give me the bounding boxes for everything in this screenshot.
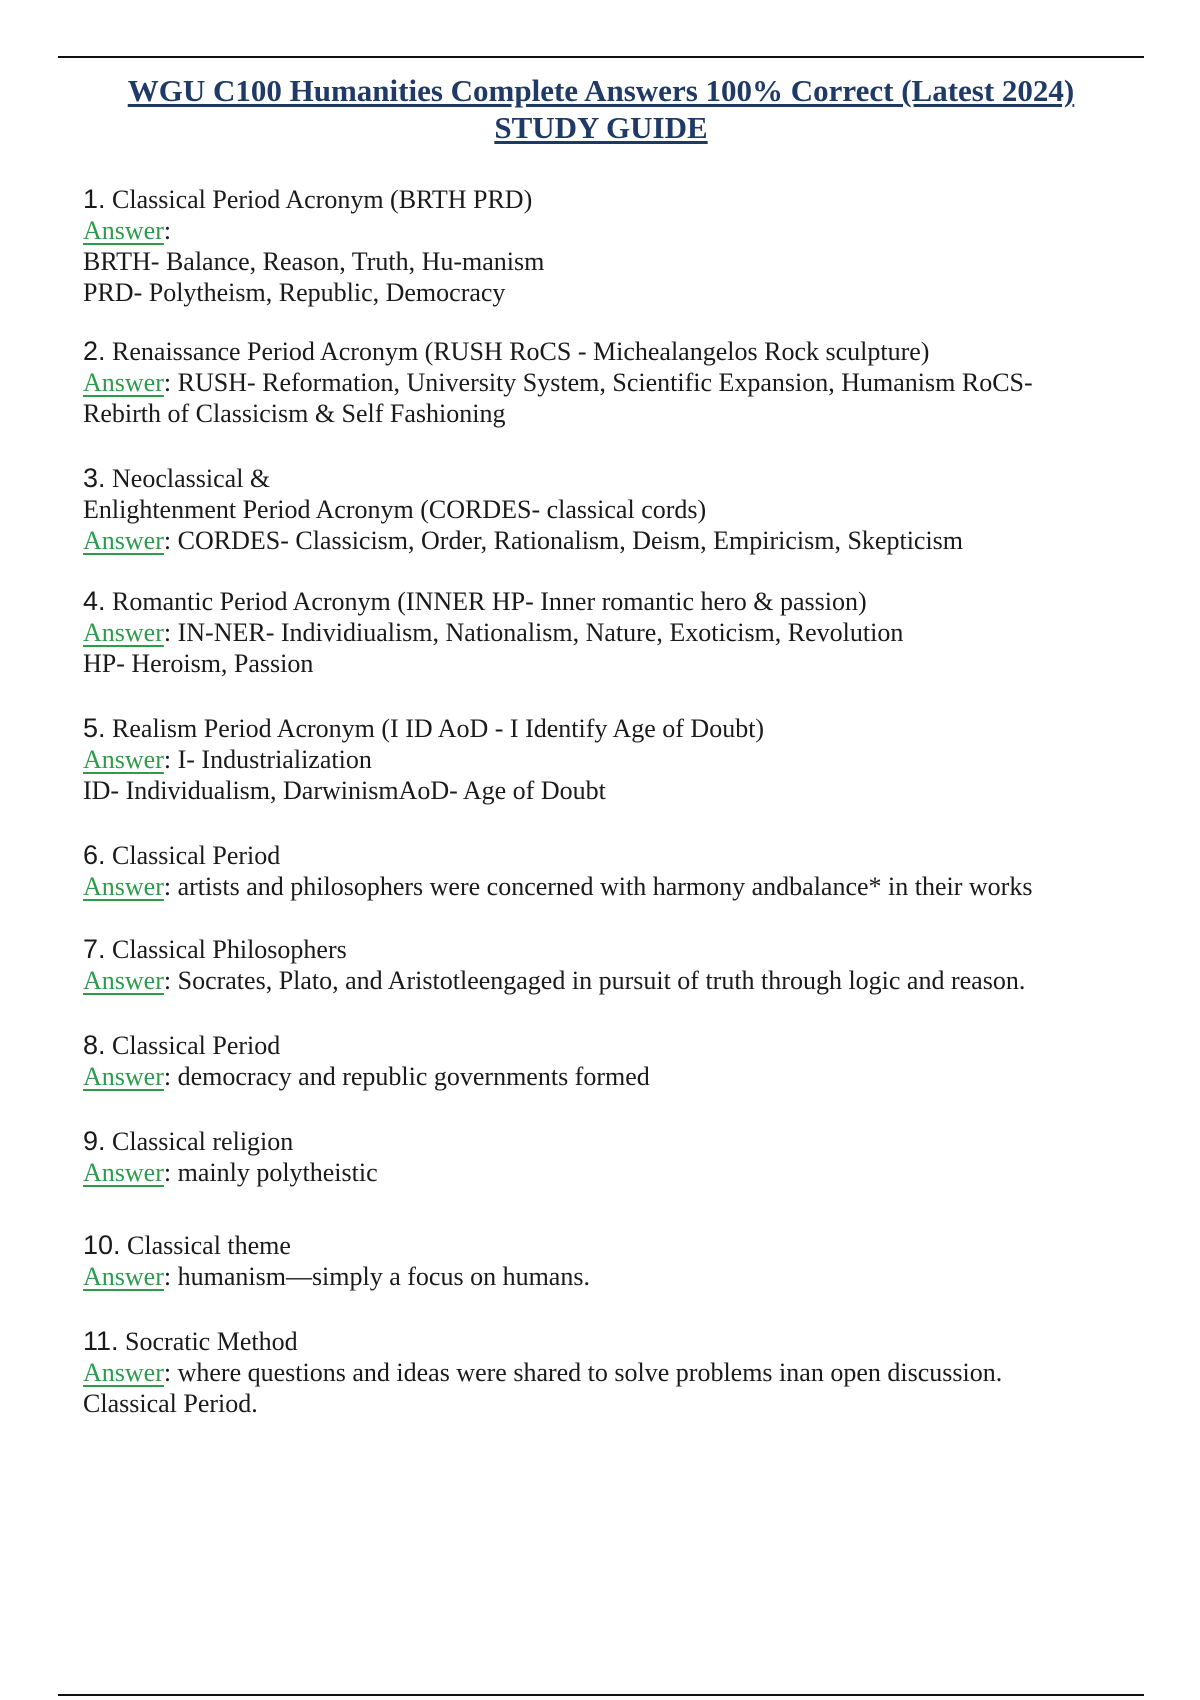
question-number: 6. [83, 840, 106, 870]
answer-label: Answer [83, 1358, 164, 1387]
answer-text: RUSH- Reformation, University System, Scientific Expansion, Humanism RoCS- [177, 368, 1033, 397]
question-text: Classical religion [112, 1127, 294, 1156]
question-line [83, 184, 1143, 215]
answer-label: Answer [83, 526, 164, 555]
answer-line: Answer: artists and philosophers were concerned with harmony andbalance* in their works [83, 872, 1033, 901]
qa-item [83, 184, 1143, 308]
question-text: Classical Period [112, 841, 281, 870]
question-number: 1. [83, 184, 106, 214]
answer-label: Answer [83, 216, 164, 245]
question-text: Realism Period Acronym (I ID AoD - I Identify Age of Doubt) [112, 714, 765, 743]
question-text: Socratic Method [125, 1327, 298, 1356]
question-number: 3. [83, 463, 106, 493]
answer-text: CORDES- Classicism, Order, Rationalism, Deism, Empiricism, Skepticism [177, 526, 964, 555]
answer-line: Answer: IN-NER- Individiualism, Nationalism, Nature, Exoticism, Revolution [83, 618, 904, 647]
question-text: Classical Philosophers [112, 935, 347, 964]
answer-line: Answer: Socrates, Plato, and Aristotleengaged in pursuit of truth through logic and reason. [83, 966, 1026, 995]
question-number: 11. [83, 1326, 119, 1356]
answer-line: Answer: RUSH- Reformation, University System, Scientific Expansion, Humanism RoCS- [83, 368, 1033, 397]
answer-label: Answer [83, 618, 164, 647]
question-line [83, 586, 1143, 617]
title-line-1: WGU C100 Humanities Complete Answers 100% Correct (Latest 2024) [127, 73, 1075, 108]
question-number: 9. [83, 1126, 106, 1156]
answer-continuation: Rebirth of Classicism & Self Fashioning [83, 399, 506, 428]
answer-label: Answer [83, 1158, 164, 1187]
answer-line: Answer: mainly polytheistic [83, 1158, 378, 1187]
question-line [83, 463, 1143, 494]
answer-line: Answer: where questions and ideas were shared to solve problems inan open discussion. [83, 1358, 1003, 1387]
answer-text: mainly polytheistic [177, 1158, 378, 1187]
question-line [83, 1030, 1143, 1061]
answer-line: Answer: [83, 216, 172, 245]
qa-item [83, 934, 1143, 996]
qa-item [83, 336, 1143, 429]
answer-text: IN-NER- Individiualism, Nationalism, Nature, Exoticism, Revolution [177, 618, 904, 647]
answer-text: Socrates, Plato, and Aristotleengaged in pursuit of truth through logic and reason. [177, 966, 1026, 995]
qa-list [83, 184, 1143, 1419]
answer-label: Answer [83, 1262, 164, 1291]
question-number: 8. [83, 1030, 106, 1060]
qa-item [83, 713, 1143, 806]
answer-label: Answer [83, 745, 164, 774]
question-line [83, 1326, 1143, 1357]
answer-text: I- Industrialization [177, 745, 372, 774]
answer-continuation: PRD- Polytheism, Republic, Democracy [83, 278, 506, 307]
top-rule [58, 56, 1144, 58]
qa-item [83, 463, 1143, 556]
question-text: Classical theme [127, 1231, 291, 1260]
question-number: 4. [83, 586, 106, 616]
question-line [83, 336, 1143, 367]
answer-text: where questions and ideas were shared to solve problems inan open discussion. [177, 1358, 1003, 1387]
answer-line: Answer: humanism—simply a focus on humans. [83, 1262, 590, 1291]
qa-item [83, 1326, 1143, 1419]
question-text: Renaissance Period Acronym (RUSH RoCS - Michealangelos Rock sculpture) [112, 337, 930, 366]
question-line [83, 494, 1143, 525]
question-line [83, 840, 1143, 871]
document-title [58, 72, 1144, 146]
answer-label: Answer [83, 1062, 164, 1091]
answer-label: Answer [83, 368, 164, 397]
qa-item [83, 1230, 1143, 1292]
title-line-2: STUDY GUIDE [494, 110, 708, 145]
question-line [83, 934, 1143, 965]
qa-item [83, 1126, 1143, 1188]
answer-continuation: Classical Period. [83, 1389, 258, 1418]
question-number: 7. [83, 934, 106, 964]
answer-continuation: BRTH- Balance, Reason, Truth, Hu-manism [83, 247, 545, 276]
answer-continuation: HP- Heroism, Passion [83, 649, 314, 678]
question-text: Neoclassical & [112, 464, 271, 493]
answer-label: Answer [83, 966, 164, 995]
question-line [83, 1126, 1143, 1157]
bottom-rule [58, 1694, 1144, 1696]
answer-label: Answer [83, 872, 164, 901]
question-line [83, 1230, 1143, 1261]
answer-line: Answer: I- Industrialization [83, 745, 372, 774]
question-number: 10. [83, 1230, 121, 1260]
qa-item [83, 586, 1143, 679]
answer-text: humanism—simply a focus on humans. [177, 1262, 590, 1291]
question-text: Classical Period Acronym (BRTH PRD) [112, 185, 533, 214]
answer-text: democracy and republic governments formed [177, 1062, 650, 1091]
answer-text: artists and philosophers were concerned with harmony andbalance* in their works [177, 872, 1033, 901]
qa-item [83, 1030, 1143, 1092]
question-text: Classical Period [112, 1031, 281, 1060]
answer-line: Answer: CORDES- Classicism, Order, Rationalism, Deism, Empiricism, Skepticism [83, 526, 964, 555]
answer-line: Answer: democracy and republic governments formed [83, 1062, 650, 1091]
question-text: Romantic Period Acronym (INNER HP- Inner romantic hero & passion) [112, 587, 867, 616]
question-line [83, 713, 1143, 744]
qa-item [83, 840, 1143, 902]
answer-continuation: ID- Individualism, DarwinismAoD- Age of Doubt [83, 776, 606, 805]
question-number: 2. [83, 336, 106, 366]
question-text: Enlightenment Period Acronym (CORDES- classical cords) [83, 495, 707, 524]
question-number: 5. [83, 713, 106, 743]
